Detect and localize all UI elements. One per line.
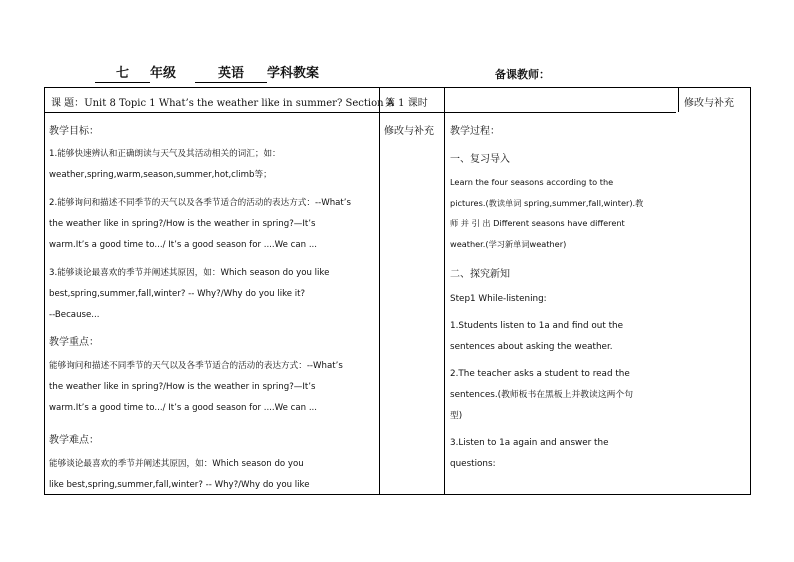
goal-line: 1.能够快速辨认和正确朗读与天气及其活动相关的词汇；如： <box>49 149 281 159</box>
step-line: 1.Students listen to 1a and find out the <box>450 321 623 331</box>
table-divider <box>45 112 676 113</box>
section-explore-title: 二、探究新知 <box>450 269 510 280</box>
step-line: 2.The teacher asks a student to read the <box>450 369 630 379</box>
review-line: 师 并 引 出 Different seasons have different <box>450 218 625 228</box>
review-line: Learn the four seasons according to the <box>450 177 614 187</box>
topic-value: Unit 8 Topic 1 What’s the weather like in summer? Section A <box>84 98 394 109</box>
step-line: 3.Listen to 1a again and answer the <box>450 438 609 448</box>
goal-line: warm.It’s a good time to.../ It’s a good season for ....We can ... <box>49 240 318 250</box>
review-text <box>450 172 676 254</box>
step-line: questions: <box>450 459 496 469</box>
key-line: 能够询问和描述不同季节的天气以及各季节适合的活动的表达方式：--What’s <box>49 361 343 371</box>
process-title: 教学过程： <box>450 126 500 137</box>
review-line: pictures.(教读单词 spring,summer,fall,winter).教 <box>450 197 644 208</box>
section-review-title: 一、复习导入 <box>450 154 510 165</box>
step-line: sentences about asking the weather. <box>450 342 613 352</box>
goal-line: --Because... <box>49 310 100 320</box>
key-line: the weather like in spring?/How is the weather in spring?—It’s <box>49 382 316 392</box>
key-points-title: 教学重点： <box>49 337 99 348</box>
goal-line: weather,spring,warm,season,summer,hot,climb等； <box>49 170 272 180</box>
table-divider <box>379 88 380 494</box>
topic-label: 课 题： <box>51 98 85 109</box>
step-line: sentences.(教师板书在黑板上并教读这两个句 <box>450 390 634 400</box>
revise-header-right: 修改与补充 <box>684 98 734 109</box>
step1-label: Step1 While-listening: <box>450 294 547 304</box>
goal-line: best,spring,summer,fall,winter? -- Why?/Why do you like it? <box>49 289 306 299</box>
difficulty-title: 教学难点： <box>49 435 99 446</box>
goal-line: the weather like in spring?/How is the weather in spring?—It’s <box>49 219 316 229</box>
steps-text <box>450 316 676 475</box>
goals-title: 教学目标： <box>49 126 99 137</box>
key-points-text <box>49 356 375 419</box>
grade-suffix: 年级 <box>150 66 177 81</box>
step-line: 型) <box>450 411 463 421</box>
grade-value: 七 <box>95 65 150 83</box>
subject-value: 英语 <box>195 65 267 83</box>
lesson-plan-table <box>44 87 751 495</box>
document-suffix: 学科教案 <box>267 66 320 81</box>
grade-field <box>95 62 176 83</box>
goal-line: 2.能够询问和描述不同季节的天气以及各季节适合的活动的表达方式：--What’s <box>49 198 352 208</box>
review-line: weather.(学习新单词weather) <box>450 238 567 249</box>
table-divider <box>444 88 445 494</box>
table-divider <box>678 88 679 112</box>
subject-field <box>195 62 319 83</box>
topic-cell <box>51 94 394 109</box>
revise-header-middle: 修改与补充 <box>384 126 434 137</box>
diff-line: 能够谈论最喜欢的季节并阐述其原因，如：Which season do you <box>49 459 304 469</box>
key-line: warm.It’s a good time to.../ It’s a good season for ....We can ... <box>49 403 318 413</box>
document-title <box>95 62 735 82</box>
teacher-label: 备课教师： <box>495 68 550 81</box>
difficulty-text <box>49 454 375 496</box>
diff-line: like best,spring,summer,fall,winter? -- Why?/Why do you like <box>49 480 310 490</box>
goal-line: 3.能够谈论最喜欢的季节并阐述其原因，如：Which season do you like <box>49 268 330 278</box>
period-label: 第 1 课时 <box>385 98 428 109</box>
goals-text <box>49 144 375 326</box>
